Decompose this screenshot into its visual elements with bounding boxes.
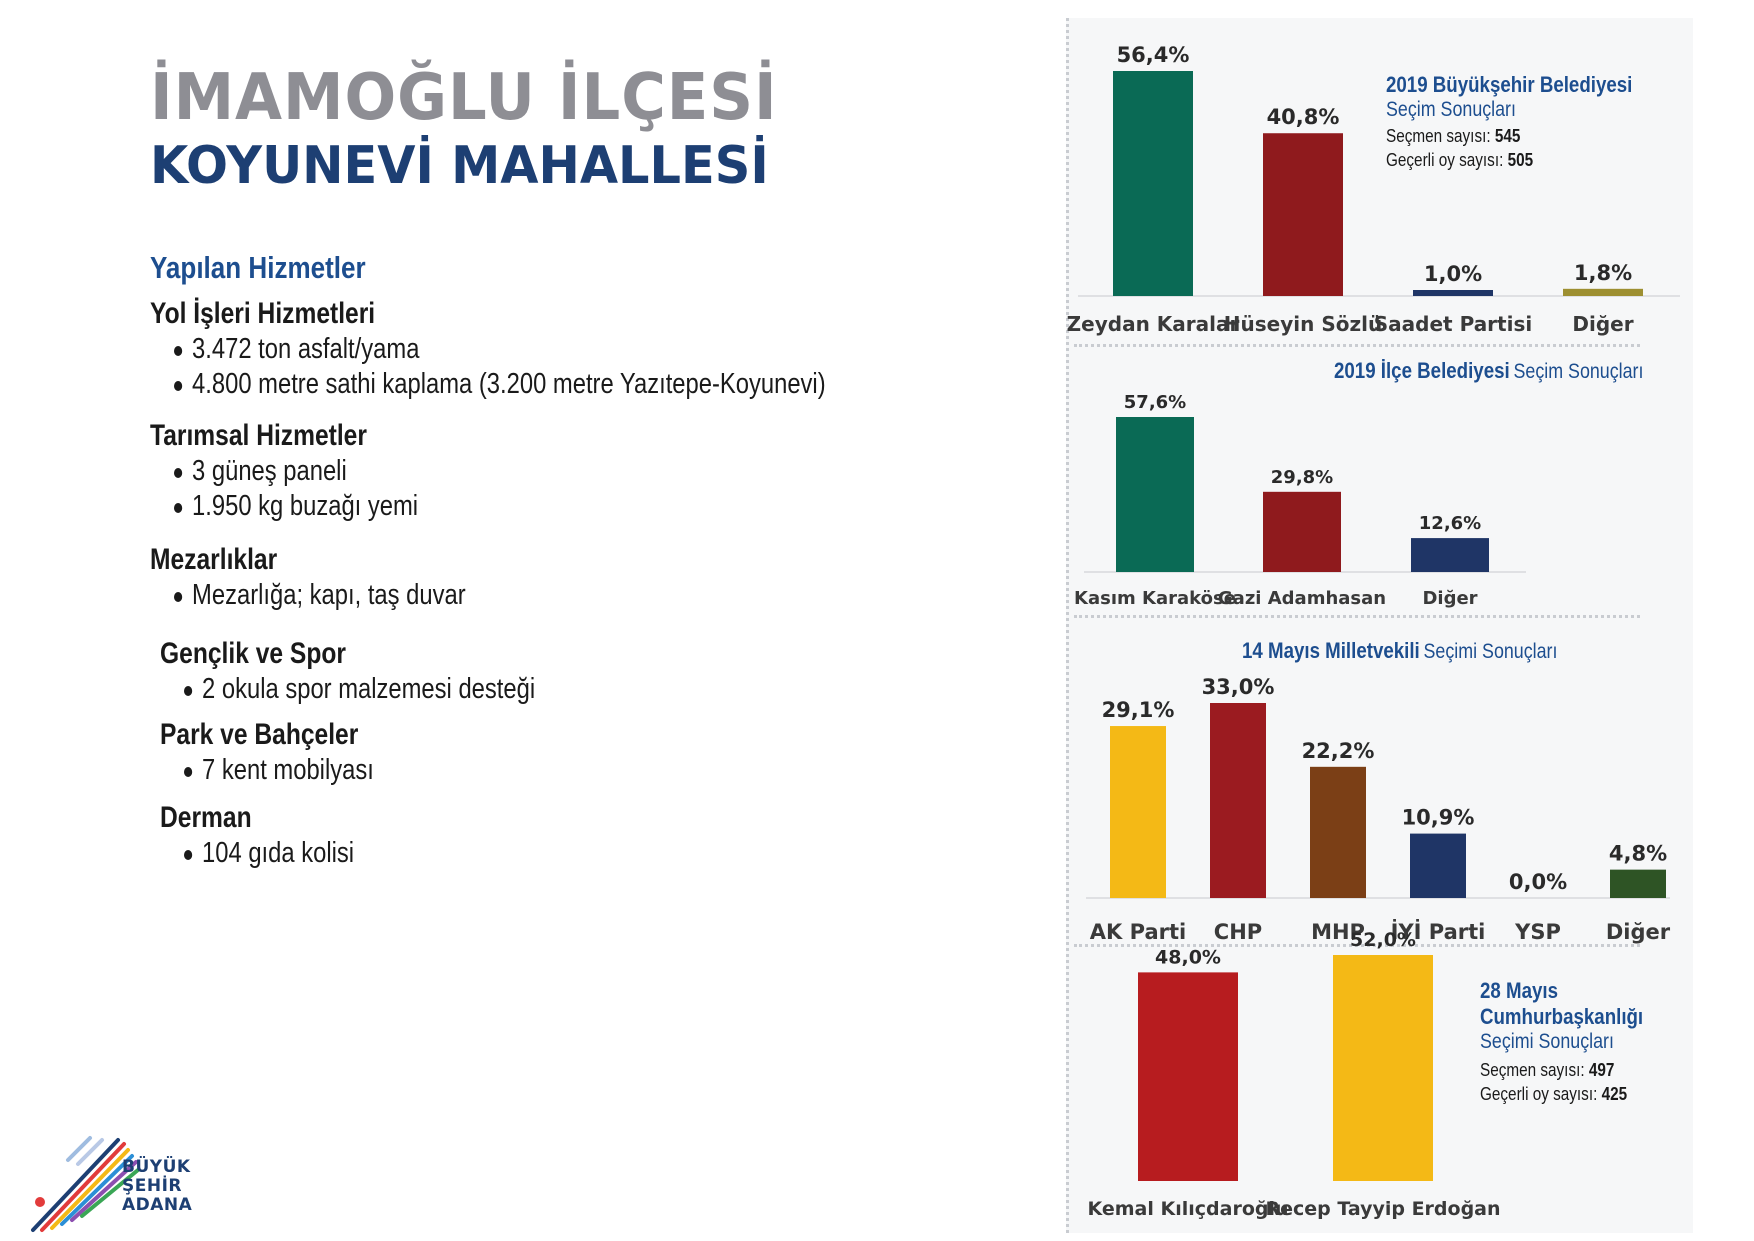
chart1-value-label: 40,8% xyxy=(1266,105,1340,130)
chart2-bar xyxy=(1411,538,1489,572)
chart4-valid-votes: Geçerli oy sayısı: 425 xyxy=(1480,1084,1628,1104)
service-item: 7 kent mobilyası xyxy=(184,753,374,788)
service-item: 2 okula spor malzemesi desteği xyxy=(184,672,535,707)
service-group-title: Gençlik ve Spor xyxy=(160,637,346,670)
chart1-value-label: 56,4% xyxy=(1116,43,1190,67)
chart1-value-label: 1,0% xyxy=(1423,262,1483,286)
service-group-title: Park ve Bahçeler xyxy=(160,718,359,751)
chart4-voters: Seçmen sayısı: 497 xyxy=(1480,1060,1615,1080)
chart4-category-label: Kemal Kılıçdaroğlu xyxy=(1087,1198,1289,1220)
chart1-value-label: 1,8% xyxy=(1573,260,1633,285)
chart4-value-label: 48,0% xyxy=(1155,946,1221,969)
chart3-subtitle: Seçimi Sonuçları xyxy=(1423,640,1558,663)
chart2-category-label: Kasım Karaköse xyxy=(1074,588,1236,609)
service-item: 4.800 metre sathi kaplama (3.200 metre Yazıtepe-Koyunevi) xyxy=(174,367,826,402)
chart1-category-label: Hüseyin Sözlü xyxy=(1223,312,1383,336)
chart1-valid-votes: Geçerli oy sayısı: 505 xyxy=(1386,150,1534,170)
chart3-value-label: 22,2% xyxy=(1301,738,1375,763)
chart2-subtitle: Seçim Sonuçları xyxy=(1513,360,1644,383)
service-group-title: Mezarlıklar xyxy=(150,543,278,576)
chart4-category-label: Recep Tayyip Erdoğan xyxy=(1265,1198,1501,1220)
chart3-value-label: 33,0% xyxy=(1201,675,1275,699)
chart1-category-label: Saadet Partisi xyxy=(1373,312,1533,336)
chart3-bar xyxy=(1610,870,1666,898)
chart3-bar xyxy=(1310,767,1366,898)
chart3-title: 14 Mayıs Milletvekili xyxy=(1242,638,1420,663)
chart3-value-label: 4,8% xyxy=(1608,841,1668,866)
chart4-bar xyxy=(1138,972,1238,1181)
chart1-bar xyxy=(1263,133,1343,296)
chart1-bar xyxy=(1413,290,1493,296)
chart1-bar xyxy=(1563,289,1643,296)
chart3-bar xyxy=(1210,703,1266,898)
logo-line: ŞEHİR xyxy=(122,1176,182,1196)
chart3-value-label: 10,9% xyxy=(1401,805,1475,830)
service-item: 1.950 kg buzağı yemi xyxy=(174,489,418,524)
service-item: 3 güneş paneli xyxy=(174,454,418,489)
chart2-value-label: 29,8% xyxy=(1270,466,1334,488)
chart2-category-label: Diğer xyxy=(1422,588,1478,609)
chart2-bar xyxy=(1263,492,1341,572)
neighborhood-title: KOYUNEVİ MAHALLESİ xyxy=(150,136,769,196)
chart4-title-line1: 28 Mayıs xyxy=(1480,978,1558,1003)
chart3-bar xyxy=(1410,834,1466,898)
chart4-title-line2: Cumhurbaşkanlığı xyxy=(1480,1004,1644,1029)
service-group-title: Tarımsal Hizmetler xyxy=(150,419,367,452)
chart3-category-label: Diğer xyxy=(1605,920,1671,944)
chart2-category-label: Gazi Adamhasan xyxy=(1217,588,1387,609)
chart2-bar xyxy=(1116,417,1194,572)
services-heading: Yapılan Hizmetler xyxy=(150,250,366,285)
chart3-bar xyxy=(1110,726,1166,898)
service-group-title: Derman xyxy=(160,801,252,834)
service-group-title: Yol İşleri Hizmetleri xyxy=(150,297,376,330)
chart3-category-label: YSP xyxy=(1515,920,1561,944)
chart1-bar xyxy=(1113,71,1193,296)
chart1-category-label: Zeydan Karalar xyxy=(1066,312,1240,336)
chart4-subtitle: Seçimi Sonuçları xyxy=(1480,1030,1614,1053)
service-item: Mezarlığa; kapı, taş duvar xyxy=(174,578,466,613)
chart2-value-label: 12,6% xyxy=(1418,513,1482,535)
chart1-title: 2019 Büyükşehir Belediyesi xyxy=(1386,72,1633,97)
chart3-value-label: 29,1% xyxy=(1101,698,1175,723)
chart1-voters: Seçmen sayısı: 545 xyxy=(1386,126,1521,146)
chart3-category-label: AK Parti xyxy=(1089,920,1187,944)
chart3-category-label: CHP xyxy=(1213,920,1263,944)
chart2-value-label: 57,6% xyxy=(1123,392,1187,413)
chart3-category-label: İYİ Parti xyxy=(1390,920,1486,944)
district-title: İMAMOĞLU İLÇESİ xyxy=(150,61,778,135)
chart1-subtitle: Seçim Sonuçları xyxy=(1386,98,1516,121)
service-item: 3.472 ton asfalt/yama xyxy=(174,332,826,367)
logo-line: BÜYÜK xyxy=(122,1157,191,1177)
chart3-category-label: MHP xyxy=(1311,920,1365,944)
service-item: 104 gıda kolisi xyxy=(184,836,354,871)
logo-line: ADANA xyxy=(122,1195,193,1215)
chart2-title: 2019 İlçe Belediyesi xyxy=(1334,358,1510,383)
chart1-category-label: Diğer xyxy=(1572,312,1634,336)
chart3-value-label: 0,0% xyxy=(1508,870,1568,894)
chart4-bar xyxy=(1333,955,1433,1181)
chart4-value-label: 52,0% xyxy=(1350,929,1416,951)
